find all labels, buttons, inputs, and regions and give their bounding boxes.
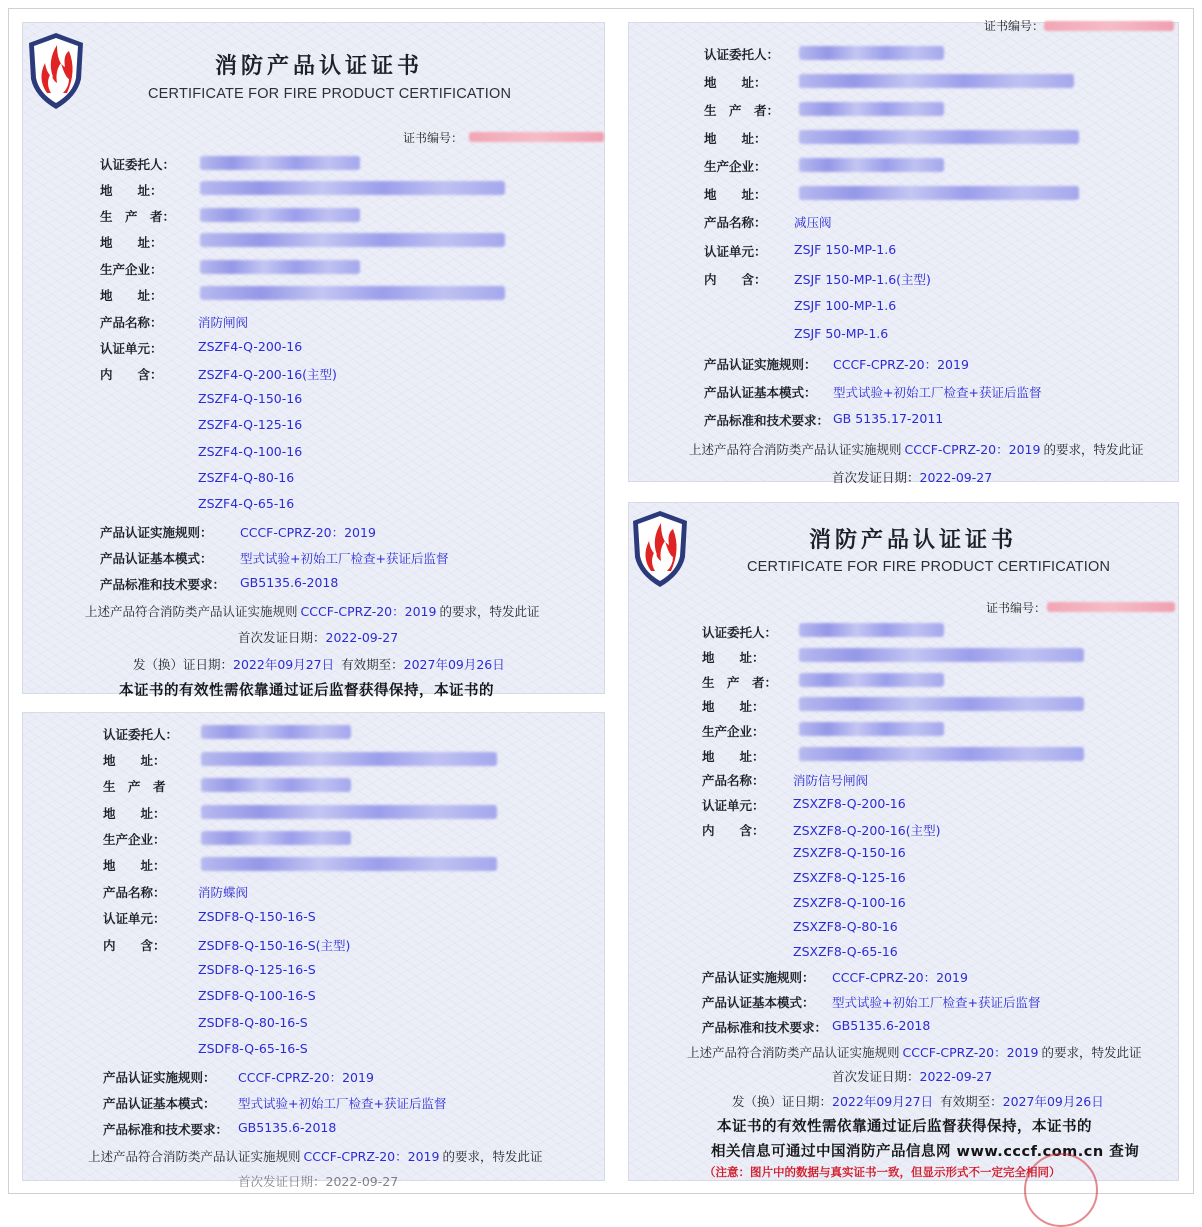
unit-label: 认证单元： [704, 244, 767, 259]
mode-label: 产品认证基本模式： [103, 1096, 216, 1111]
address-redaction-1 [799, 648, 1084, 662]
valid-until-label: 有效期至： [940, 1094, 1003, 1109]
client-redaction [799, 46, 944, 60]
cert-number-label: 证书编号： [984, 19, 1045, 33]
first-issue-line [238, 628, 398, 646]
valid-until-value: 2027年09月26日 [403, 657, 505, 672]
issue-date-value: 2022年09月27日 [233, 657, 335, 672]
standard-label: 产品标准和技术要求： [100, 577, 226, 592]
model-item: ZSZF4-Q-200-16(主型) [198, 367, 337, 382]
mode-value: 型式试验+初始工厂检查+获证后监督 [833, 385, 1042, 400]
address-redaction-3 [799, 747, 1084, 761]
rules-value: CCCF-CPRZ-20：2019 [833, 357, 969, 372]
address-label-1: 地 址： [702, 650, 765, 665]
product-name-label: 产品名称： [103, 885, 166, 900]
client-label: 认证委托人： [100, 157, 176, 172]
conformity-rule: CCCF-CPRZ-20：2019 [300, 604, 437, 619]
cert-number-label: 证书编号： [403, 131, 464, 145]
rules-label: 产品认证实施规则： [704, 357, 817, 372]
address-label-2: 地 址： [702, 699, 765, 714]
mode-value: 型式试验+初始工厂检查+获证后监督 [832, 995, 1041, 1010]
manufacturer-redaction [799, 158, 944, 172]
cert-number-redaction [469, 132, 604, 142]
first-issue-value: 2022-09-27 [919, 1069, 993, 1084]
address-label-3: 地 址： [702, 749, 765, 764]
model-item: ZSZF4-Q-125-16 [198, 417, 303, 432]
model-item: ZSZF4-Q-80-16 [198, 470, 295, 485]
unit-value: ZSDF8-Q-150-16-S [198, 909, 316, 924]
client-redaction [201, 725, 351, 739]
model-item: ZSDF8-Q-80-16-S [198, 1015, 308, 1030]
first-issue-value: 2022-09-27 [919, 470, 993, 485]
conformity-prefix: 上述产品符合消防类产品认证实施规则 [689, 442, 902, 457]
address-label-3: 地 址： [103, 858, 166, 873]
standard-value: GB5135.6-2018 [238, 1120, 337, 1135]
conformity-prefix: 上述产品符合消防类产品认证实施规则 [687, 1045, 900, 1060]
conformity-suffix: 的要求，特发此证 [1041, 1045, 1142, 1060]
product-name-value: 消防信号闸阀 [793, 773, 869, 788]
address-redaction-3 [201, 857, 497, 871]
product-name-value: 减压阀 [794, 215, 832, 230]
unit-label: 认证单元： [702, 798, 765, 813]
address-redaction-3 [799, 186, 1079, 200]
address-label-2: 地 址： [103, 806, 166, 821]
conformity-prefix: 上述产品符合消防类产品认证实施规则 [88, 1149, 301, 1164]
rules-value: CCCF-CPRZ-20：2019 [832, 970, 968, 985]
manufacturer-label: 生产企业： [100, 262, 163, 277]
first-issue-label: 首次发证日期： [832, 1069, 920, 1084]
address-redaction-3 [200, 286, 505, 300]
address-label-2: 地 址： [100, 235, 163, 250]
manufacturer-redaction [799, 722, 944, 736]
mode-label: 产品认证基本模式： [704, 385, 817, 400]
producer-redaction [200, 208, 360, 222]
rules-value: CCCF-CPRZ-20：2019 [238, 1070, 374, 1085]
model-item: ZSJF 50-MP-1.6 [794, 326, 889, 341]
address-label-1: 地 址： [100, 183, 163, 198]
contains-label: 内 含： [100, 367, 163, 382]
product-name-label: 产品名称： [704, 215, 767, 230]
unit-value: ZSJF 150-MP-1.6 [794, 242, 897, 257]
validity-text: 本证书的有效性需依靠通过证后监督获得保持，本证书的 [119, 683, 494, 699]
producer-label: 生 产 者 [103, 779, 166, 794]
unit-value: ZSZF4-Q-200-16 [198, 339, 303, 354]
address-redaction-1 [200, 181, 505, 195]
model-item: ZSDF8-Q-100-16-S [198, 988, 316, 1003]
issue-date-label: 发（换）证日期： [133, 657, 234, 672]
product-name-label: 产品名称： [100, 315, 163, 330]
model-item: ZSXZF8-Q-200-16(主型) [793, 823, 941, 838]
conformity-statement [88, 1147, 542, 1165]
standard-value: GB5135.6-2018 [240, 575, 339, 590]
model-item: ZSXZF8-Q-125-16 [793, 870, 906, 885]
conformity-rule: CCCF-CPRZ-20：2019 [303, 1149, 440, 1164]
producer-label: 生 产 者： [702, 675, 778, 690]
issue-date-value: 2022年09月27日 [832, 1094, 934, 1109]
certificate-subtitle: CERTIFICATE FOR FIRE PRODUCT CERTIFICATION [148, 86, 512, 102]
rules-label: 产品认证实施规则： [103, 1070, 216, 1085]
conformity-rule: CCCF-CPRZ-20：2019 [904, 442, 1041, 457]
validity-text-2: 相关信息可通过中国消防产品信息网 www.cccf.com.cn 查询 [711, 1144, 1140, 1160]
client-label: 认证委托人： [103, 727, 179, 742]
client-label: 认证委托人： [702, 625, 778, 640]
validity-text-1: 本证书的有效性需依靠通过证后监督获得保持，本证书的 [717, 1119, 1092, 1135]
contains-label: 内 含： [704, 272, 767, 287]
address-redaction-2 [799, 130, 1079, 144]
conformity-suffix: 的要求，特发此证 [1043, 442, 1144, 457]
unit-label: 认证单元： [103, 911, 166, 926]
model-item: ZSDF8-Q-65-16-S [198, 1041, 308, 1056]
rules-label: 产品认证实施规则： [702, 970, 815, 985]
rules-value: CCCF-CPRZ-20：2019 [240, 525, 376, 540]
address-label-3: 地 址： [704, 187, 767, 202]
standard-value: GB 5135.17-2011 [833, 411, 944, 426]
conformity-statement [687, 1043, 1141, 1061]
model-item: ZSXZF8-Q-65-16 [793, 944, 898, 959]
certificate-title: 消防产品认证证书 [809, 527, 1018, 553]
mode-label: 产品认证基本模式： [100, 551, 213, 566]
model-item: ZSZF4-Q-65-16 [198, 496, 295, 511]
manufacturer-redaction [201, 831, 351, 845]
model-item: ZSXZF8-Q-80-16 [793, 919, 898, 934]
first-issue-value: 2022-09-27 [325, 630, 399, 645]
valid-until-label: 有效期至： [341, 657, 404, 672]
manufacturer-label: 生产企业： [704, 159, 767, 174]
address-redaction-2 [799, 697, 1084, 711]
producer-redaction [799, 673, 944, 687]
client-label: 认证委托人： [704, 47, 780, 62]
manufacturer-redaction [200, 260, 360, 274]
unit-value: ZSXZF8-Q-200-16 [793, 796, 906, 811]
address-redaction-1 [201, 752, 497, 766]
seal-stamp-icon [1024, 1153, 1098, 1227]
certificate-panel-1 [23, 23, 604, 699]
certificate-panel-2 [23, 713, 604, 1189]
issue-date-label: 发（换）证日期： [732, 1094, 833, 1109]
standard-value: GB5135.6-2018 [832, 1018, 931, 1033]
client-redaction [200, 156, 360, 170]
standard-label: 产品标准和技术要求： [704, 413, 830, 428]
conformity-rule: CCCF-CPRZ-20：2019 [902, 1045, 1039, 1060]
certificate-title: 消防产品认证证书 [215, 53, 424, 79]
first-issue-label: 首次发证日期： [832, 470, 920, 485]
address-redaction-2 [200, 233, 505, 247]
certificate-subtitle: CERTIFICATE FOR FIRE PRODUCT CERTIFICATION [747, 559, 1111, 575]
model-item: ZSDF8-Q-125-16-S [198, 962, 316, 977]
contains-label: 内 含： [103, 938, 166, 953]
address-redaction-1 [799, 74, 1074, 88]
producer-label: 生 产 者： [704, 103, 780, 118]
address-redaction-2 [201, 805, 497, 819]
product-name-label: 产品名称： [702, 773, 765, 788]
manufacturer-label: 生产企业： [103, 832, 166, 847]
certificate-panel-3 [629, 19, 1178, 485]
issue-date-line [732, 1092, 1104, 1110]
model-item: ZSJF 150-MP-1.6(主型) [794, 272, 931, 287]
contains-label: 内 含： [702, 823, 765, 838]
model-item: ZSXZF8-Q-150-16 [793, 845, 906, 860]
address-label-1: 地 址： [704, 75, 767, 90]
first-issue-label: 首次发证日期： [238, 630, 326, 645]
model-item: ZSJF 100-MP-1.6 [794, 298, 897, 313]
flame-shield-logo-icon [629, 509, 691, 589]
cert-number-redaction [1044, 21, 1174, 31]
conformity-statement [85, 602, 539, 620]
valid-until-value: 2027年09月26日 [1002, 1094, 1104, 1109]
issue-date-line [133, 655, 505, 673]
model-item: ZSDF8-Q-150-16-S(主型) [198, 938, 351, 953]
producer-redaction [201, 778, 351, 792]
cert-number-label: 证书编号： [986, 601, 1047, 615]
first-issue-line [832, 1067, 992, 1085]
address-label-3: 地 址： [100, 288, 163, 303]
conformity-suffix: 的要求，特发此证 [439, 604, 540, 619]
address-label-2: 地 址： [704, 131, 767, 146]
conformity-suffix: 的要求，特发此证 [442, 1149, 543, 1164]
producer-redaction [799, 102, 944, 116]
manufacturer-label: 生产企业： [702, 724, 765, 739]
first-issue-partial: 首次发证日期：2022-09-27 [238, 1174, 399, 1189]
certificate-panel-4 [629, 503, 1178, 1180]
standard-label: 产品标准和技术要求： [103, 1122, 229, 1137]
mode-label: 产品认证基本模式： [702, 995, 815, 1010]
client-redaction [799, 623, 944, 637]
product-name-value: 消防蝶阀 [198, 885, 249, 900]
first-issue-line [832, 468, 992, 486]
notice-text: （注意：图片中的数据与真实证书一致，但显示形式不一定完全相同） [704, 1165, 1061, 1179]
cert-number-redaction [1047, 602, 1175, 612]
mode-value: 型式试验+初始工厂检查+获证后监督 [240, 551, 449, 566]
address-label-1: 地 址： [103, 753, 166, 768]
conformity-prefix: 上述产品符合消防类产品认证实施规则 [85, 604, 298, 619]
standard-label: 产品标准和技术要求： [702, 1020, 828, 1035]
conformity-statement [689, 440, 1143, 458]
model-item: ZSXZF8-Q-100-16 [793, 895, 906, 910]
rules-label: 产品认证实施规则： [100, 525, 213, 540]
model-item: ZSZF4-Q-100-16 [198, 444, 303, 459]
model-item: ZSZF4-Q-150-16 [198, 391, 303, 406]
producer-label: 生 产 者： [100, 209, 176, 224]
mode-value: 型式试验+初始工厂检查+获证后监督 [238, 1096, 447, 1111]
unit-label: 认证单元： [100, 341, 163, 356]
product-name-value: 消防闸阀 [198, 315, 249, 330]
flame-shield-logo-icon [25, 31, 87, 111]
